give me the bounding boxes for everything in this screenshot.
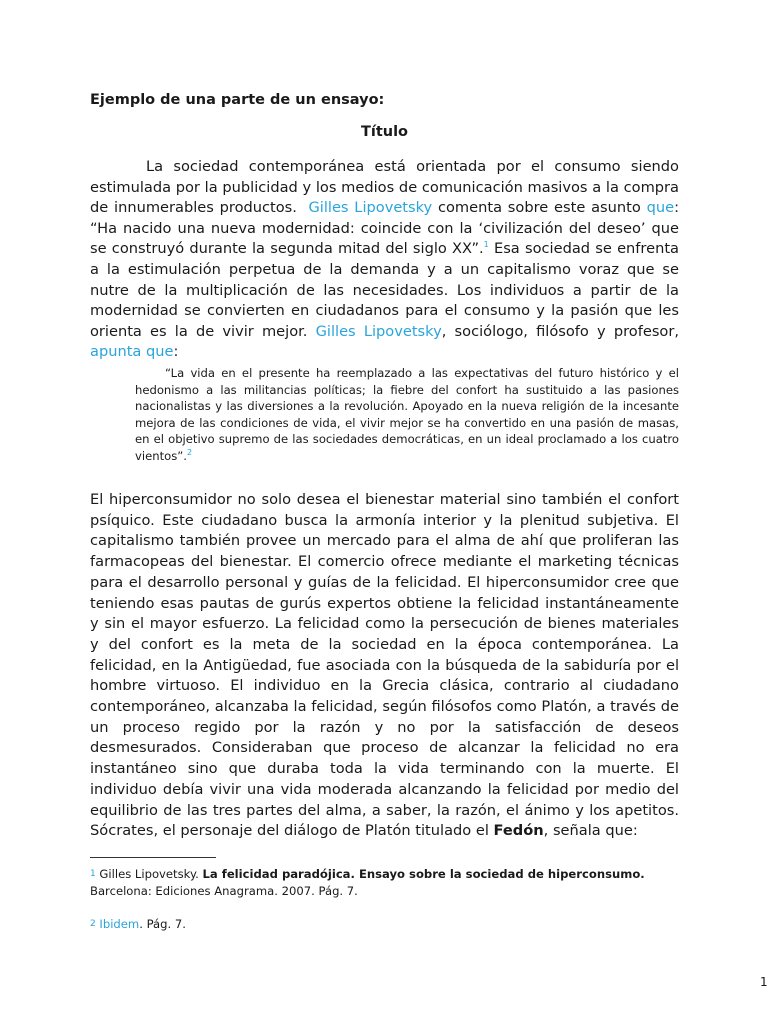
essay-title: Título <box>360 124 409 140</box>
block-quote <box>135 365 679 465</box>
text-run: , señala que: <box>543 822 638 840</box>
document-page <box>90 0 768 1024</box>
footnote-publisher: Barcelona: Ediciones Anagrama. 2007. Pág. 7. <box>90 884 358 898</box>
link-que[interactable]: que <box>646 199 675 217</box>
footnote-ref-1[interactable]: 1 <box>483 240 489 250</box>
footnote-author: Gilles Lipovetsky. <box>95 867 203 881</box>
text-run: comenta sobre este asunto <box>432 199 647 217</box>
link-apunta-que[interactable]: apunta que <box>90 343 174 361</box>
section-heading: Ejemplo de una parte de un ensayo: <box>90 92 385 108</box>
text-run: Esa sociedad se enfrenta a la estimulación perpetua de la demanda y a un capitalismo voraz que se nutre de la multiplicación de las necesidades. Los individuos a partir de la modernidad se convierten en ciudadanos para el consumo y la pasión que les orienta es la de vivir mejor. <box>90 240 680 340</box>
text-run: : <box>173 343 179 361</box>
page-number: 1 <box>760 975 768 989</box>
footnote-1 <box>90 866 679 900</box>
footnote-2 <box>90 916 679 933</box>
link-lipovetsky-2[interactable]: Gilles Lipovetsky <box>315 322 442 340</box>
text-run: , sociólogo, filósofo y profesor, <box>441 322 679 340</box>
footnote-page: . Pág. 7. <box>139 917 186 931</box>
footnote-book-title: La felicidad paradójica. Ensayo sobre la sociedad de hiperconsumo. <box>202 867 645 881</box>
paragraph-hyperconsumer <box>90 490 679 842</box>
footnote-number: 1 <box>90 869 96 879</box>
footnote-number: 2 <box>90 919 96 929</box>
bold-fedon: Fedón <box>493 822 544 840</box>
link-ibidem[interactable]: Ibidem <box>95 917 140 931</box>
paragraph-intro <box>90 157 679 363</box>
link-lipovetsky-1[interactable]: Gilles Lipovetsky <box>308 199 433 217</box>
text-run: La sociedad contemporánea está orientada por el consumo siendo estimulada por la publicidad y los medios de comunicación masivos a la compra de innumerables productos. <box>90 158 679 217</box>
text-run: : “Ha nacido una nueva modernidad: coincide con la ‘civilización del deseo’ que se construyó durante la segunda mitad del siglo XX”. <box>90 199 679 258</box>
text-run <box>297 199 309 216</box>
footnote-ref-2[interactable]: 2 <box>186 448 193 458</box>
footnote-separator <box>90 857 216 858</box>
text-run: El hiperconsumidor no solo desea el bienestar material sino también el confort psíquico. Este ciudadano busca la armonía interior y la plenitud subjetiva. El capitalismo también provee un mercado para el alma de ahí que proliferan las farmacopeas del bienestar. El comercio ofrece mediante el marketing técnicas para el desarrollo personal y guías de la felicidad. El hiperconsumidor cree que teniendo esas pautas de gurús expertos obtiene la felicidad instantáneamente y sin el mayor esfuerzo. La felicidad como la persecución de bienes materiales y del confort es la meta de la sociedad en la época contemporánea. La felicidad, en la Antigüedad, fue asociada con la búsqueda de la sabiduría por el hombre virtuoso. El individuo en la Grecia clásica, contrario al ciudadano contemporáneo, alcanzaba la felicidad, según filósofos como Platón, a través de un proceso regido por la razón y no por la satisfacción de deseos desmesurados. Consideraban que proceso de alcanzar la felicidad no era instantáneo sino que duraba toda la vida terminando con la muerte. El individuo debía vivir una vida moderada alcanzando la felicidad por medio del equilibrio de las tres partes del alma, a saber, la razón, el ánimo y los apetitos. Sócrates, el personaje del diálogo de Platón titulado el <box>90 491 679 840</box>
quote-text: “La vida en el presente ha reemplazado a las expectativas del futuro histórico y el hedonismo a las militancias políticas; la fiebre del confort ha sustituido a las pasiones nacionalistas y las diversiones a la revolución. Apoyado en la nueva religión de la incesante mejora de las condiciones de vida, el vivir mejor se ha convertido en una pasión de masas, en el objetivo supremo de las sociedades democráticas, en un ideal proclamado a los cuatro vientos”. <box>135 366 679 463</box>
